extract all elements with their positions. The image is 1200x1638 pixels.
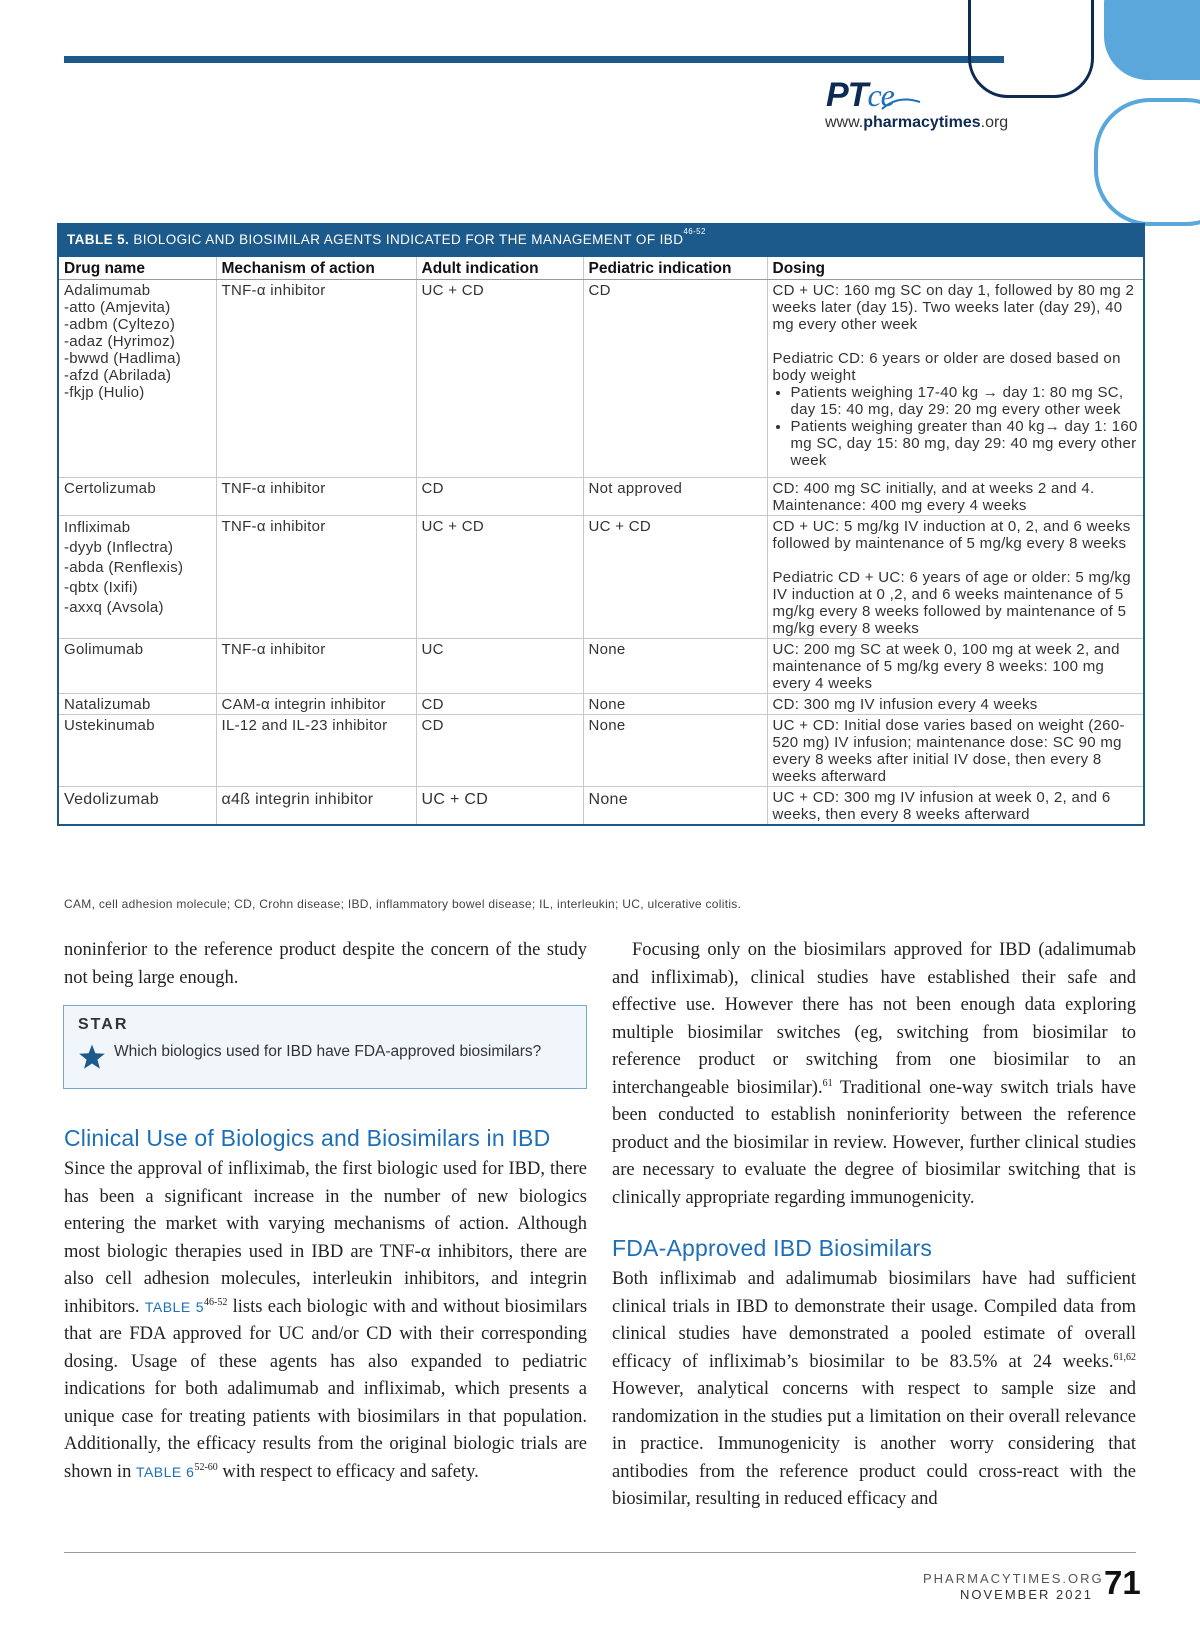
site-url[interactable]: www.pharmacytimes.org: [825, 114, 1009, 131]
star-title: STAR: [78, 1016, 129, 1033]
adult-cell: UC + CD: [416, 516, 583, 639]
mechanism-cell: TNF-α inhibitor: [216, 478, 416, 516]
pediatric-cell: None: [583, 639, 767, 694]
drug-cell: Ustekinumab: [59, 715, 216, 787]
header-drug-name: Drug name: [59, 257, 216, 280]
logo-pt: PT: [826, 76, 868, 114]
table-6-link[interactable]: TABLE 6: [135, 1463, 195, 1480]
header-mechanism: Mechanism of action: [216, 257, 416, 280]
table-row: [59, 639, 1143, 694]
table-row: [59, 478, 1143, 516]
decorative-rounded-outline-lower: [1094, 98, 1200, 226]
table-row: [59, 787, 1143, 825]
logo-swoosh-icon: [880, 96, 922, 112]
mechanism-cell: TNF-α inhibitor: [216, 516, 416, 639]
table-row: [59, 694, 1143, 715]
table-row: [59, 280, 1143, 478]
page-number: 71: [1104, 1564, 1141, 1601]
mechanism-cell: IL-12 and IL-23 inhibitor: [216, 715, 416, 787]
section-heading-fda-biosimilars: FDA-Approved IBD Biosimilars: [612, 1235, 933, 1261]
table-5: [57, 223, 1145, 826]
dosing-cell: CD: 300 mg IV infusion every 4 weeks: [767, 694, 1143, 715]
col2-paragraph-2: Both infliximab and adalimumab biosimilars have had sufficient clinical trials in IBD to demonstrate their usage. Compiled data from clinical studies have demonstrated a pooled estimate of overall efficacy of infliximab’s biosimilar to be 83.5% at 24 weeks.$^{61,62}$ However, analytical concerns with respect to sample size and randomization in the studies put a limitation on their overall relevance in practice. Immunogenicity is another worry considering that antibodies from the reference product could cross-react with the biosimilar, resulting in reduced efficacy and: [612, 1269, 1136, 1509]
dosing-cell: UC: 200 mg SC at week 0, 100 mg at week 2, and maintenance of 5 mg/kg every 8 weeks: 100 mg every 4 weeks: [767, 639, 1143, 694]
dosing-bullets: • Patients weighing 17-40 kg → day 1: 80 mg SC, day 15: 40 mg, day 29: 20 mg every other week • Patients weighing greater than 40 kg→ day 1: 160 mg SC, day 15: 80 mg, day 29: 40 mg every other week: [773, 384, 1139, 469]
footer-site: PHARMACYTIMES.ORG: [923, 1571, 1104, 1586]
adult-cell: CD: [416, 694, 583, 715]
drug-cell: Adalimumab -atto (Amjevita) -adbm (Cyltezo) -adaz (Hyrimoz) -bwwd (Hadlima) -afzd (Abrilada) -fkjp (Hulio): [59, 280, 216, 478]
mechanism-cell: CAM-α integrin inhibitor: [216, 694, 416, 715]
footer-date: NOVEMBER 2021: [960, 1587, 1093, 1602]
adult-cell: UC: [416, 639, 583, 694]
drug-cell: Natalizumab: [59, 694, 216, 715]
drug-cell: Certolizumab: [59, 478, 216, 516]
dosing-cell: CD + UC: 5 mg/kg IV induction at 0, 2, and 6 weeks followed by maintenance of 5 mg/kg every 8 weeks Pediatric CD + UC: 6 years of age or older: 5 mg/kg IV induction at 0 ,2, and 6 weeks maintenance of 5 mg/kg every 8 weeks followed by maintenance of 5 mg/kg every 8 weeks: [767, 516, 1143, 639]
decorative-rounded-outline: [968, 0, 1094, 98]
drug-cell: Vedolizumab: [59, 787, 216, 825]
pediatric-cell: CD: [583, 280, 767, 478]
table-row: [59, 715, 1143, 787]
adult-cell: UC + CD: [416, 280, 583, 478]
adult-cell: CD: [416, 715, 583, 787]
pediatric-cell: UC + CD: [583, 516, 767, 639]
table-caption: TABLE 5. BIOLOGIC AND BIOSIMILAR AGENTS INDICATED FOR THE MANAGEMENT OF IBD$^{46-52}$: [59, 225, 1143, 257]
table-row: [59, 516, 1143, 639]
drug-cell: Golimumab: [59, 639, 216, 694]
pediatric-cell: None: [583, 715, 767, 787]
mechanism-cell: TNF-α inhibitor: [216, 280, 416, 478]
section-heading-clinical-use: Clinical Use of Biologics and Biosimilars in IBD: [64, 1125, 551, 1151]
mechanism-cell: TNF-α inhibitor: [216, 639, 416, 694]
col1-paragraph-continued: noninferior to the reference product despite the concern of the study not being large enough.: [64, 940, 587, 988]
header-adult-indication: Adult indication: [416, 257, 583, 280]
dosing-cell: UC + CD: Initial dose varies based on weight (260-520 mg) IV infusion; maintenance dose: SC 90 mg every 8 weeks after initial IV dose, then every 8 weeks afterward: [767, 715, 1143, 787]
header-pediatric-indication: Pediatric indication: [583, 257, 767, 280]
dosing-cell: CD: 400 mg SC initially, and at weeks 2 and 4. Maintenance: 400 mg every 4 weeks: [767, 478, 1143, 516]
drug-cell: Infliximab -dyyb (Inflectra) -abda (Renflexis) -qbtx (Ixifi) -axxq (Avsola): [59, 516, 216, 639]
pediatric-cell: Not approved: [583, 478, 767, 516]
table-footnote: CAM, cell adhesion molecule; CD, Crohn disease; IBD, inflammatory bowel disease; IL, interleukin; UC, ulcerative colitis.: [64, 897, 742, 911]
star-icon: [78, 1044, 106, 1070]
dosing-cell: UC + CD: 300 mg IV infusion at week 0, 2, and 6 weeks, then every 8 weeks afterward: [772, 789, 1111, 823]
pediatric-cell: None: [583, 694, 767, 715]
table-header-row: [59, 257, 1143, 280]
adult-cell: CD: [416, 478, 583, 516]
header-dosing: Dosing: [767, 257, 1143, 280]
adult-cell: UC + CD: [416, 787, 583, 825]
decorative-rounded-block: [1104, 0, 1200, 80]
table-5-link[interactable]: TABLE 5: [144, 1298, 204, 1315]
pediatric-cell: None: [583, 787, 767, 825]
col2-paragraph-1: Focusing only on the biosimilars approved for IBD (adalimumab and infliximab), clinical studies have established their safe and effective use. However there has not been enough data exploring multiple biosimilar switches (eg, switching from biosimilar to reference product or switching from one biosimilar to an interchangeable biosimilar).$^{61}$ Traditional one-way switch trials have been conducted to establish noninferiority between the reference product and the biosimilar in review. However, further clinical studies are necessary to evaluate the degree of biosimilar switching that is clinically appropriate regarding immunogenicity.: [612, 940, 1137, 1208]
header-rule: [64, 56, 1004, 63]
star-question: Which biologics used for IBD have FDA-approved biosimilars?: [114, 1043, 542, 1060]
mechanism-cell: α4ß integrin inhibitor: [216, 787, 416, 825]
logo-ce: ce: [867, 77, 894, 113]
biologic-table: [59, 257, 1143, 824]
col1-paragraph-1: Since the approval of infliximab, the first biologic used for IBD, there has been a significant increase in the number of new biologics entering the market with varying mechanisms of action. Although most biologic therapies used in IBD are TNF-α inhibitors, there are also cell adhesion molecules, interleukin inhibitors, and integrin inhibitors. TABLE 5$^{46-52}$ lists each biologic with and without biosimilars that are FDA approved for UC and/or CD with their corresponding dosing. Usage of these agents has also expanded to pediatric indications for both adalimumab and infliximab, which presents a unique case for treating patients with biosimilars in that population. Additionally, the efficacy results from the original biologic trials are shown in TABLE 6$^{52-60}$ with respect to efficacy and safety.: [64, 1159, 588, 1482]
footer-rule: [64, 1552, 1136, 1553]
dosing-cell: CD + UC: 160 mg SC on day 1, followed by 80 mg 2 weeks later (day 15). Two weeks later (day 29), 40 mg every other week Pediatric CD: 6 years or older are dosed based on body weight • Patients weighing 17-40 kg → day 1: 80 mg SC, day 15: 40 mg, day 29: 20 mg every other week • Patients weighing greater than 40 kg→ day 1: 160 mg SC, day 15: 80 mg, day 29: 40 mg every other week: [767, 280, 1143, 478]
